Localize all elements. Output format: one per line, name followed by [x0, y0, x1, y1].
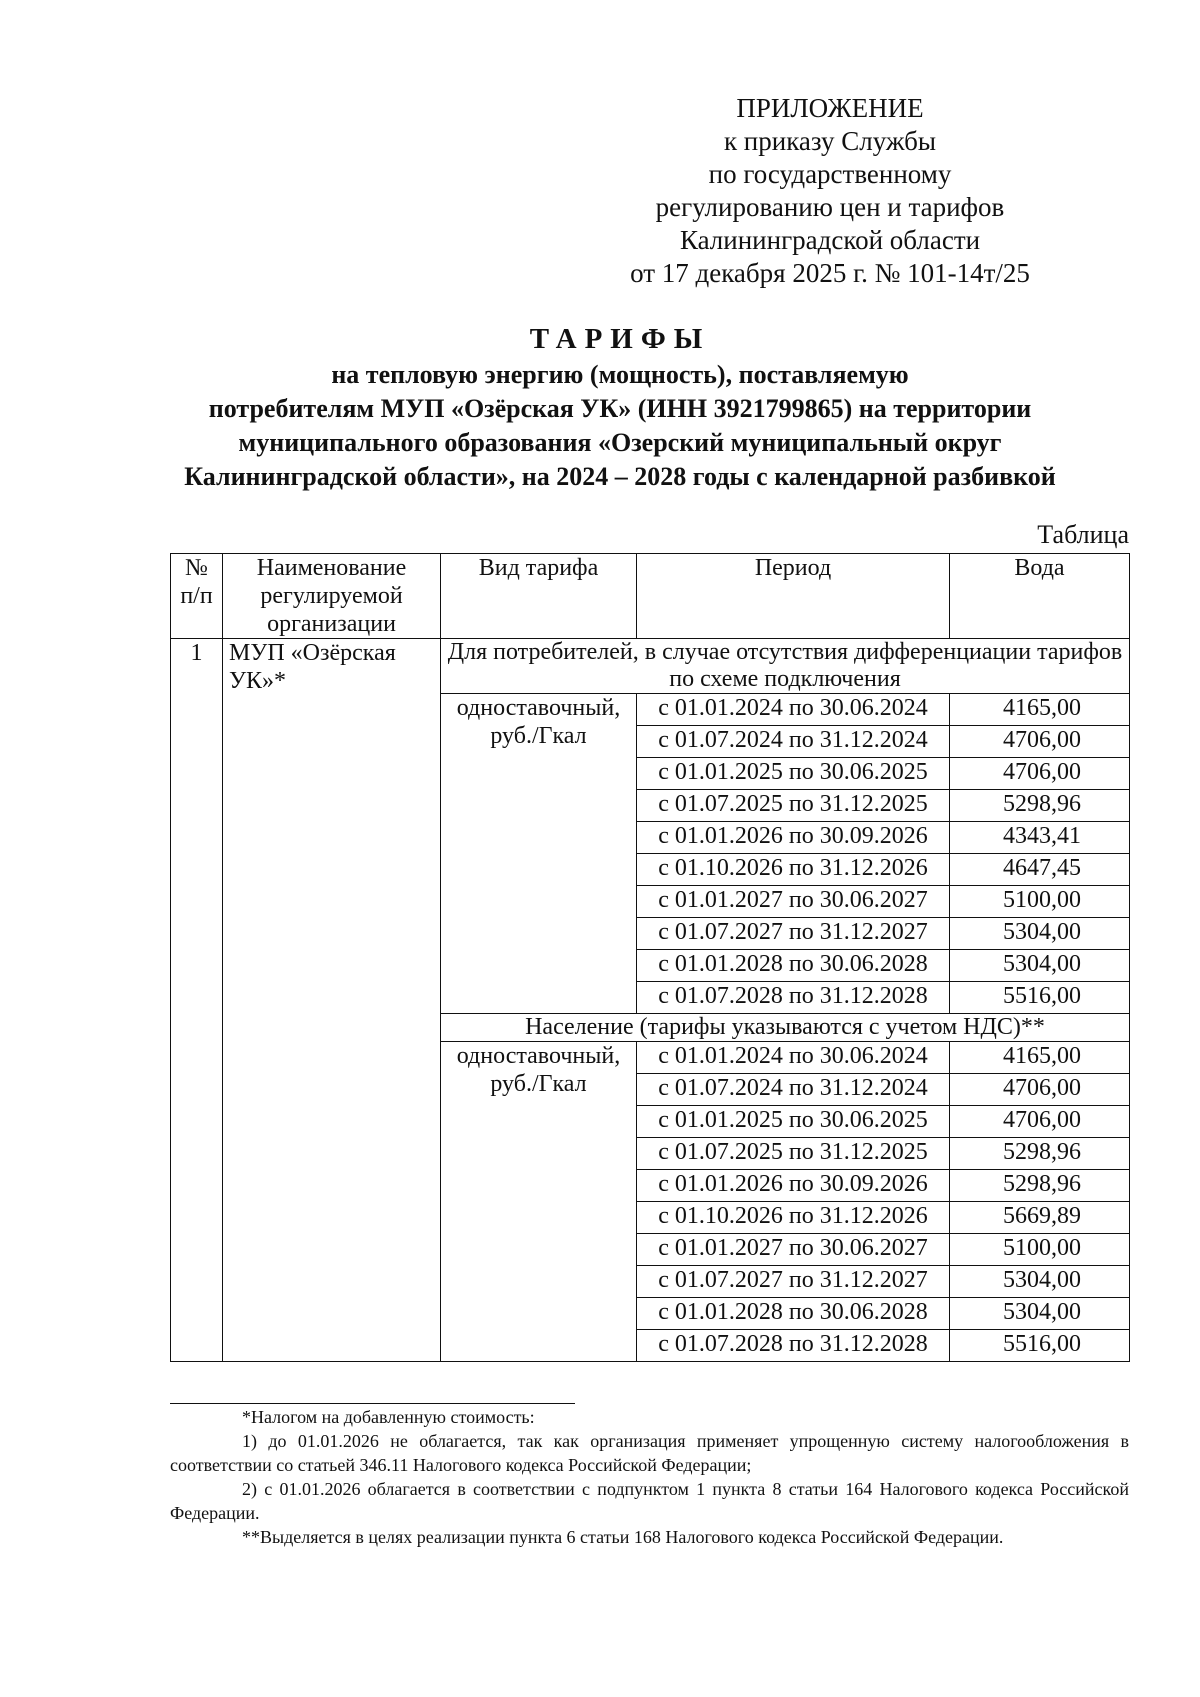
period-cell: с 01.01.2025 по 30.06.2025 — [637, 758, 950, 790]
period-cell: с 01.01.2027 по 30.06.2027 — [637, 886, 950, 918]
appendix-line: к приказу Службы — [723, 126, 937, 156]
water-tariff-value: 5516,00 — [950, 1330, 1130, 1362]
table-body — [171, 639, 1130, 1362]
period-cell: с 01.01.2028 по 30.06.2028 — [637, 950, 950, 982]
tariff-type-line: одноставочный, — [456, 695, 621, 721]
section-title: Население (тарифы указываются с учетом НДС)** — [441, 1014, 1130, 1042]
period-cell: с 01.01.2026 по 30.09.2026 — [637, 822, 950, 854]
subtitle-line: Калининградской области», на 2024 – 2028 годы с календарной разбивкой — [184, 462, 1056, 491]
period-cell: с 01.07.2027 по 31.12.2027 — [637, 1266, 950, 1298]
water-tariff-value: 5298,96 — [950, 1138, 1130, 1170]
subtitle-line: на тепловую энергию (мощность), поставляемую — [331, 360, 909, 389]
tariff-type-line: одноставочный, — [456, 1043, 621, 1069]
appendix-header — [570, 92, 1090, 290]
period-cell: с 01.07.2025 по 31.12.2025 — [637, 1138, 950, 1170]
footnote-star-title: *Налогом на добавленную стоимость: — [242, 1407, 535, 1427]
water-tariff-value: 4706,00 — [950, 726, 1130, 758]
water-tariff-value: 4343,41 — [950, 822, 1130, 854]
tariff-unit-line: руб./Гкал — [490, 1071, 587, 1097]
footnotes — [170, 1405, 1129, 1549]
water-tariff-value: 4647,45 — [950, 854, 1130, 886]
row-number: 1 — [171, 639, 223, 1362]
appendix-line: по государственному — [708, 159, 952, 189]
water-tariff-value: 4706,00 — [950, 758, 1130, 790]
water-tariff-value: 5304,00 — [950, 918, 1130, 950]
header-org: Наименование регулируемой организации — [223, 554, 441, 639]
water-tariff-value: 4165,00 — [950, 694, 1130, 726]
period-cell: с 01.07.2028 по 31.12.2028 — [637, 982, 950, 1014]
water-tariff-value: 5298,96 — [950, 790, 1130, 822]
tariff-type-cell — [441, 694, 637, 1014]
water-tariff-value: 4706,00 — [950, 1074, 1130, 1106]
water-tariff-value: 5100,00 — [950, 1234, 1130, 1266]
water-tariff-value: 5516,00 — [950, 982, 1130, 1014]
period-cell: с 01.07.2024 по 31.12.2024 — [637, 726, 950, 758]
period-cell: с 01.07.2025 по 31.12.2025 — [637, 790, 950, 822]
table-header-row — [171, 554, 1130, 639]
period-cell: с 01.10.2026 по 31.12.2026 — [637, 1202, 950, 1234]
period-cell: с 01.01.2026 по 30.09.2026 — [637, 1170, 950, 1202]
tariff-table — [170, 553, 1130, 1362]
period-cell: с 01.01.2028 по 30.06.2028 — [637, 1298, 950, 1330]
period-cell: с 01.01.2024 по 30.06.2024 — [637, 694, 950, 726]
period-cell: с 01.01.2025 по 30.06.2025 — [637, 1106, 950, 1138]
period-cell: с 01.01.2027 по 30.06.2027 — [637, 1234, 950, 1266]
header-num: № п/п — [171, 554, 223, 639]
water-tariff-value: 5298,96 — [950, 1170, 1130, 1202]
footnote-item-1: 1) до 01.01.2026 не облагается, так как организация применяет упрощенную систему налогообложения в соответствии со статьей 346.11 Налогового кодекса Российской Федерации; — [170, 1431, 1129, 1475]
header-period: Период — [637, 554, 950, 639]
appendix-line: ПРИЛОЖЕНИЕ — [736, 93, 924, 123]
period-cell: с 01.07.2028 по 31.12.2028 — [637, 1330, 950, 1362]
tariff-unit-line: руб./Гкал — [490, 723, 587, 749]
organization-name: МУП «Озёрская УК»* — [223, 639, 441, 1362]
document-title-block — [120, 320, 1120, 494]
document-subtitle — [120, 358, 1120, 494]
appendix-line: регулированию цен и тарифов — [655, 192, 1005, 222]
period-cell: с 01.10.2026 по 31.12.2026 — [637, 854, 950, 886]
subtitle-line: муниципального образования «Озерский муниципальный округ — [238, 428, 1002, 457]
footnote-item-2: 2) с 01.01.2026 облагается в соответствии с подпунктом 1 пункта 8 статьи 164 Налогового кодекса Российской Федерации. — [170, 1479, 1129, 1523]
water-tariff-value: 5100,00 — [950, 886, 1130, 918]
water-tariff-value: 5304,00 — [950, 1298, 1130, 1330]
appendix-line: от 17 декабря 2025 г. № 101-14т/25 — [630, 258, 1030, 288]
water-tariff-value: 4706,00 — [950, 1106, 1130, 1138]
subtitle-line: потребителям МУП «Озёрская УК» (ИНН 3921799865) на территории — [208, 394, 1032, 423]
period-cell: с 01.07.2024 по 31.12.2024 — [637, 1074, 950, 1106]
header-tariff-type: Вид тарифа — [441, 554, 637, 639]
period-cell: с 01.01.2024 по 30.06.2024 — [637, 1042, 950, 1074]
header-water: Вода — [950, 554, 1130, 639]
water-tariff-value: 4165,00 — [950, 1042, 1130, 1074]
footnote-rule — [170, 1403, 575, 1404]
section-heading-row — [171, 639, 1130, 694]
appendix-line: Калининградской области — [679, 225, 981, 255]
table-caption: Таблица — [1037, 520, 1129, 549]
water-tariff-value: 5304,00 — [950, 1266, 1130, 1298]
footnote-double-star: **Выделяется в целях реализации пункта 6 статьи 168 Налогового кодекса Российской Федерации. — [242, 1527, 1004, 1547]
tariff-type-cell — [441, 1042, 637, 1362]
section-title: Для потребителей, в случае отсутствия дифференциации тарифов по схеме подключения — [441, 639, 1130, 694]
document-title: ТАРИФЫ — [529, 323, 711, 355]
water-tariff-value: 5304,00 — [950, 950, 1130, 982]
period-cell: с 01.07.2027 по 31.12.2027 — [637, 918, 950, 950]
water-tariff-value: 5669,89 — [950, 1202, 1130, 1234]
